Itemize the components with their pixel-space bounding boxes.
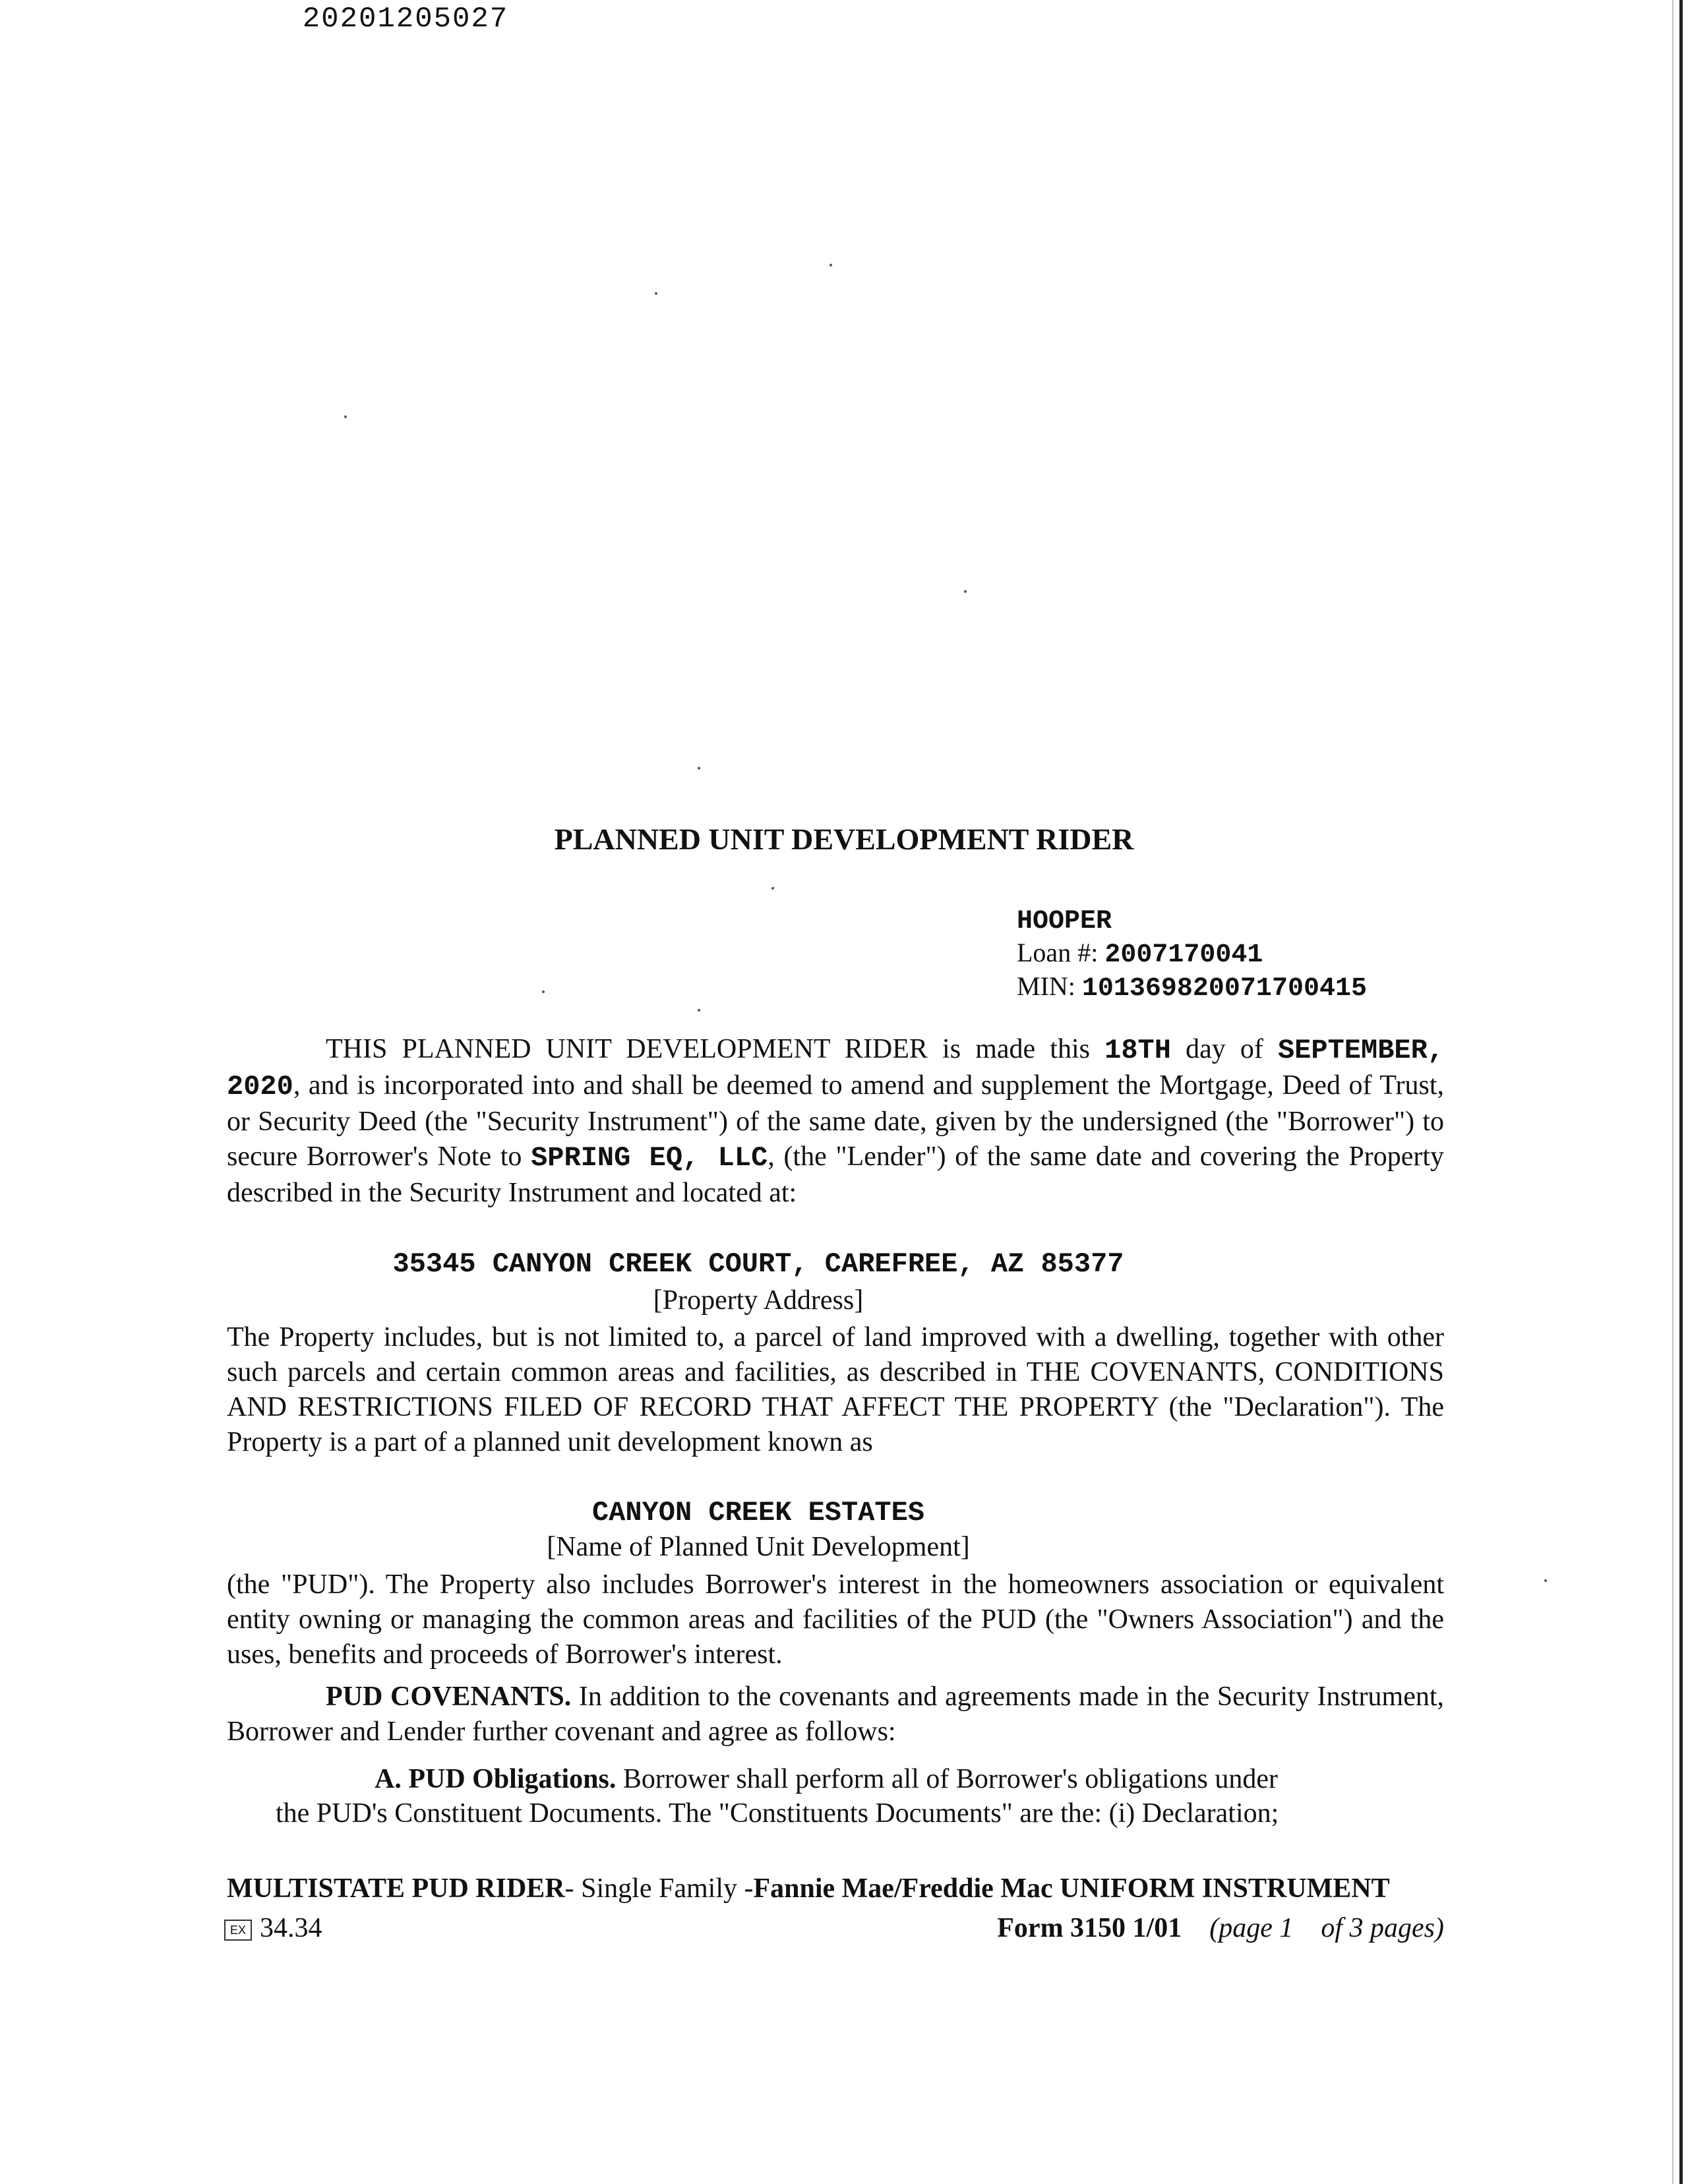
form-logo-icon: EX xyxy=(224,1920,252,1941)
form-number: Form 3150 1/01 xyxy=(997,1913,1182,1943)
form-title xyxy=(227,1873,1390,1904)
min-label: MIN: xyxy=(1017,971,1082,1001)
scan-speck xyxy=(542,990,545,993)
loan-info-block xyxy=(1017,906,1367,1004)
scan-edge-line-faint xyxy=(1672,0,1673,2184)
form-number-block xyxy=(997,1912,1444,1944)
covenants-paragraph xyxy=(227,1680,1444,1749)
loan-number-line xyxy=(1017,937,1367,971)
scan-edge-line xyxy=(1679,0,1683,2184)
recording-number: 20201205027 xyxy=(302,3,509,36)
loan-number: 2007170041 xyxy=(1104,940,1263,970)
intro-text-a: THIS PLANNED UNIT DEVELOPMENT RIDER is made this xyxy=(326,1034,1105,1064)
scan-speck xyxy=(698,1009,700,1012)
form-footer-line xyxy=(224,1912,1444,1944)
min-line xyxy=(1017,971,1367,1004)
scan-speck xyxy=(829,264,832,266)
covenants-heading: PUD COVENANTS. xyxy=(326,1682,572,1712)
rider-month-year: SEPTEMBER, 2020 xyxy=(227,1035,1445,1103)
property-description-paragraph: The Property includes, but is not limited to, a parcel of land improved with a dwelling, together with other such parcels and certain common areas and facilities, as described in THE COVENANTS, CONDITIONS AND RESTRICTIONS FILED OF RECORD THAT AFFECT THE PROPERTY (the "Declaration"). The Property is a part of a planned unit development known as xyxy=(227,1322,1444,1457)
rider-day: 18TH xyxy=(1104,1035,1171,1066)
scan-speck xyxy=(964,590,967,593)
form-title-bold: MULTISTATE PUD RIDER xyxy=(227,1873,565,1904)
page-info: (page 1 of 3 pages) xyxy=(1209,1913,1444,1943)
scan-speck xyxy=(1544,1579,1547,1582)
property-address-caption: [Property Address] xyxy=(653,1285,864,1316)
loan-label: Loan #: xyxy=(1017,938,1105,967)
form-title-bold2: Fannie Mae/Freddie Mac UNIFORM INSTRUMENT xyxy=(753,1873,1390,1904)
property-address: 35345 CANYON CREEK COURT, CAREFREE, AZ 85377 xyxy=(392,1248,1124,1280)
pud-paragraph: (the "PUD"). The Property also includes Borrower's interest in the homeowners association or equivalent entity owning or managing the common areas and facilities of the PUD (the "Owners Association") and the uses, benefits and proceeds of Borrower's interest. xyxy=(227,1569,1444,1670)
intro-text-b: day of xyxy=(1170,1034,1278,1064)
lender-name: SPRING EQ, LLC xyxy=(531,1142,768,1174)
scan-speck xyxy=(655,292,657,295)
borrower-name: HOOPER xyxy=(1017,907,1112,936)
document-title: PLANNED UNIT DEVELOPMENT RIDER xyxy=(554,822,1134,856)
section-a-text1: Borrower shall perform all of Borrower's obligations under xyxy=(616,1764,1279,1794)
section-a-heading: A. PUD Obligations. xyxy=(375,1764,617,1794)
scan-speck xyxy=(344,415,347,418)
pud-name-caption: [Name of Planned Unit Development] xyxy=(547,1532,970,1562)
covenants-text: In addition to the covenants and agreements made in the Security Instrument, Borrower and Lender further covenant and agree as follows: xyxy=(227,1682,1445,1747)
form-title-mid: - Single Family - xyxy=(564,1873,754,1904)
scan-speck xyxy=(771,887,774,890)
intro-paragraph xyxy=(227,1032,1444,1211)
pud-name: CANYON CREEK ESTATES xyxy=(591,1497,925,1529)
intro-text-d: , (the "Lender") of the same date and covering the Property described in the Security Instrument and located at: xyxy=(227,1141,1444,1208)
scan-speck xyxy=(698,767,700,770)
intro-text-c: , and is incorporated into and shall be deemed to amend and supplement the Mortgage, Deed of Trust, or Security Deed (the "Security Instrument") of the same date, given by the undersigned (the "Borrower") to secure Borrower's Note to xyxy=(227,1070,1444,1172)
form-version: 34.34 xyxy=(260,1913,322,1943)
section-a-line1 xyxy=(375,1762,1456,1797)
section-a-line2: the PUD's Constituent Documents. The "Constituents Documents" are the: (i) Declaration; xyxy=(276,1798,1279,1829)
min-number: 101369820071700415 xyxy=(1081,974,1367,1004)
